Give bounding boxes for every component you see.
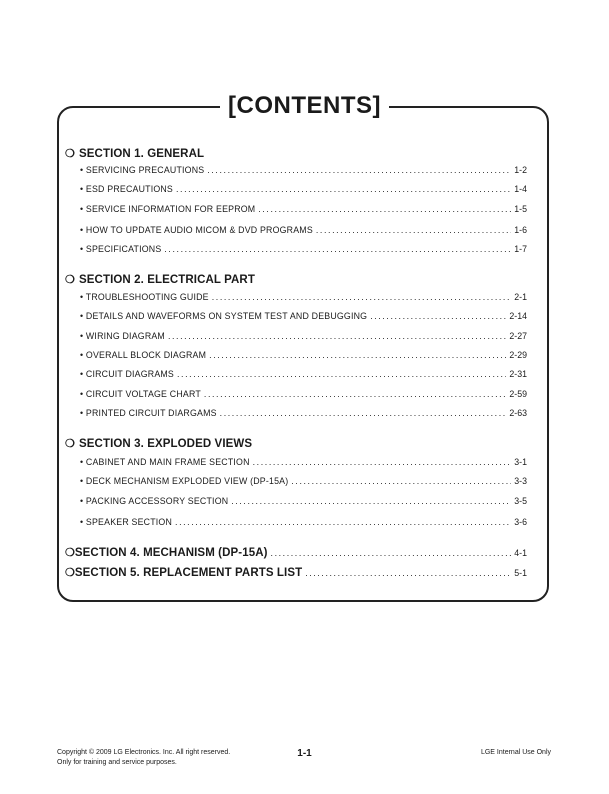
circle-bullet-icon: ❍ xyxy=(65,148,75,160)
toc-item[interactable]: • PRINTED CIRCUIT DIARGAMS ..... 2-63 xyxy=(65,408,527,422)
toc-item[interactable]: • PACKING ACCESSORY SECTION ..... 3-5 xyxy=(65,496,527,510)
toc-item[interactable]: • ESD PRECAUTIONS ..... 1-4 xyxy=(65,184,527,198)
toc-item[interactable]: • CABINET AND MAIN FRAME SECTION ..... 3-1 xyxy=(65,457,527,471)
page-title: [CONTENTS] xyxy=(0,91,609,121)
toc-item[interactable]: • SERVICING PRECAUTIONS ..... 1-2 xyxy=(65,165,527,179)
circle-bullet-icon: ❍ xyxy=(65,567,75,579)
toc-item[interactable]: • TROUBLESHOOTING GUIDE ..... 2-1 xyxy=(65,292,527,306)
footer-internal: LGE Internal Use Only xyxy=(480,749,551,756)
toc-section-5[interactable]: ❍ SECTION 5. REPLACEMENT PARTS LIST ..... 5-1 xyxy=(65,566,527,580)
toc-section-1[interactable]: ❍ SECTION 1. GENERAL xyxy=(65,148,205,160)
toc-item[interactable]: • DETAILS AND WAVEFORMS ON SYSTEM TEST AND DEBUGGING ..... 2-14 xyxy=(65,311,527,325)
circle-bullet-icon: ❍ xyxy=(65,274,75,286)
circle-bullet-icon: ❍ xyxy=(65,438,75,450)
toc-section-3[interactable]: ❍ SECTION 3. EXPLODED VIEWS xyxy=(65,438,253,450)
toc-item[interactable]: • WIRING DIAGRAM ..... 2-27 xyxy=(65,331,527,345)
toc-item[interactable]: • HOW TO UPDATE AUDIO MICOM & DVD PROGRAMS ..... 1-6 xyxy=(65,225,527,239)
circle-bullet-icon: ❍ xyxy=(65,547,75,559)
toc-section-2[interactable]: ❍ SECTION 2. ELECTRICAL PART xyxy=(65,274,255,286)
toc-item[interactable]: • OVERALL BLOCK DIAGRAM ..... 2-29 xyxy=(65,350,527,364)
toc-item[interactable]: • SPEAKER SECTION ..... 3-6 xyxy=(65,517,527,531)
toc-item[interactable]: • CIRCUIT DIAGRAMS ..... 2-31 xyxy=(65,369,527,383)
toc-item[interactable]: • CIRCUIT VOLTAGE CHART ..... 2-59 xyxy=(65,389,527,403)
footer-copyright: Copyright © 2009 LG Electronics. Inc. All right reserved. Only for training and service purposes. xyxy=(57,749,231,766)
toc-item[interactable]: • DECK MECHANISM EXPLODED VIEW (DP-15A) ..... 3-3 xyxy=(65,476,527,490)
toc-item[interactable]: • SERVICE INFORMATION FOR EEPROM ..... 1-5 xyxy=(65,204,527,218)
toc-section-4[interactable]: ❍ SECTION 4. MECHANISM (DP-15A) ..... 4-1 xyxy=(65,546,527,560)
footer-page-number: 1-1 xyxy=(297,748,312,759)
toc-item[interactable]: • SPECIFICATIONS ..... 1-7 xyxy=(65,244,527,258)
